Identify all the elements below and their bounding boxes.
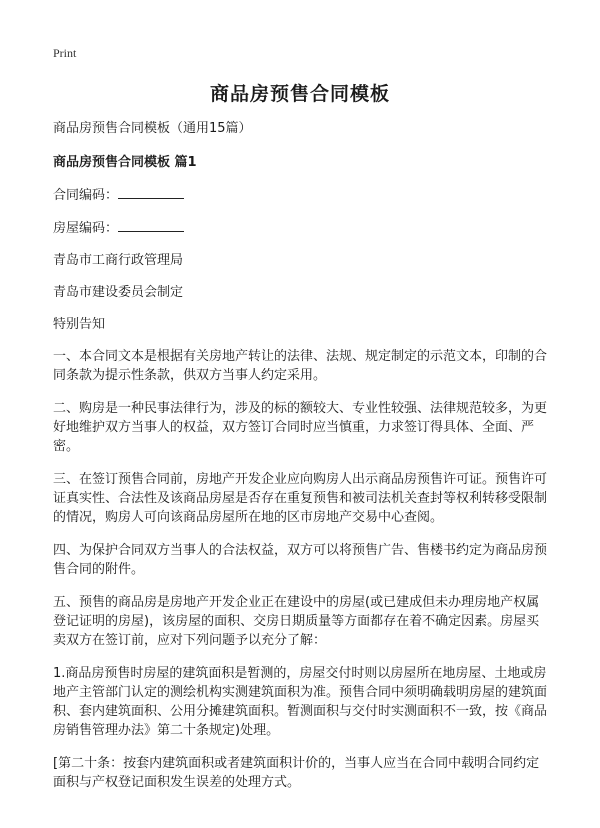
house-code-label: 房屋编码： [53, 221, 119, 236]
document-subtitle: 商品房预售合同模板（通用15篇） [53, 121, 252, 136]
paragraph-1: 一、本合同文本是根据有关房地产转让的法律、法规、规定制定的示范文本，印制的合同条款为提示性条款，供双方当事人约定采用。 [53, 349, 548, 383]
page-title: 商品房预售合同模板 [209, 83, 390, 105]
paragraph-5: 五、预售的商品房是房地产开发企业正在建设中的房屋(或已建成但未办理房地产权属登记证明的房屋)，该房屋的面积、交房日期质量等方面都存在着不确定因素。房屋买卖双方在签订前，应对下列问题予以充分了解： [53, 595, 540, 648]
paragraph-4: 四、为保护合同双方当事人的合法权益，双方可以将预售广告、售楼书约定为商品房预售合同的附件。 [53, 543, 548, 577]
document-body [53, 119, 549, 806]
section-heading: 商品房预售合同模板 篇1 [53, 155, 197, 170]
paragraph-3: 三、在签订预售合同前，房地产开发企业应向购房人出示商品房预售许可证。预售许可证真实性、合法性及该商品房屋是否存在重复预售和被司法机关查封等权利转移受限制的情况，购房人可向该商品房屋所在地的区市房地产交易中心查阅。 [53, 472, 548, 525]
issuer-line-2: 青岛市建设委员会制定 [53, 285, 184, 300]
paragraph-7: [第二十条：按套内建筑面积或者建筑面积计价的，当事人应当在合同中载明合同约定面积与产权登记面积发生误差的处理方式。 [53, 756, 540, 790]
paragraph-6: 1.商品房预售时房屋的建筑面积是暂测的，房屋交付时则以房屋所在地房屋、土地或房地产主管部门认定的测绘机构实测建筑面积为准。预售合同中须明确载明房屋的建筑面积、套内建筑面积、公用分摊建筑面积。暂测面积与交付时实测面积不一致，按《商品房销售管理办法》第二十条规定)处理。 [53, 666, 548, 738]
print-link[interactable]: Print [53, 46, 77, 60]
paragraph-2: 二、购房是一种民事法律行为，涉及的标的额较大、专业性较强、法律规范较多，为更好地维护双方当事人的权益，双方签订合同时应当慎重，力求签订得具体、全面、严密。 [53, 401, 548, 454]
issuer-line-1: 青岛市工商行政管理局 [53, 253, 184, 268]
house-code-field [53, 218, 549, 238]
house-code-blank [118, 218, 184, 232]
notice-title: 特别告知 [53, 317, 106, 332]
contract-code-label: 合同编码： [53, 188, 119, 203]
contract-code-blank [118, 185, 184, 199]
contract-code-field [53, 185, 549, 205]
